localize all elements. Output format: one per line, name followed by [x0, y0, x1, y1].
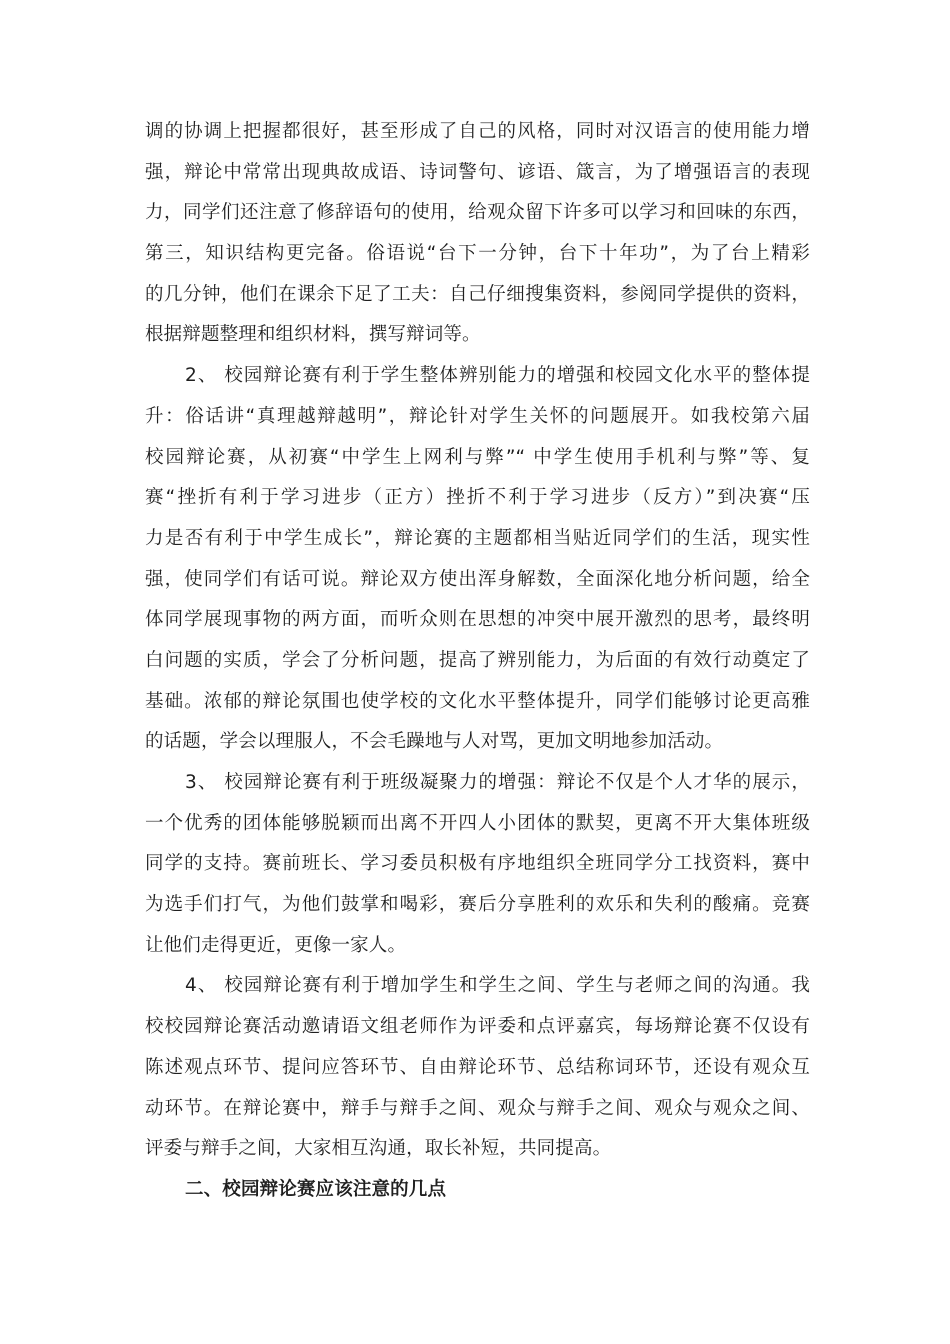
body-line: 白问题的实质，学会了分析问题，提高了辨别能力，为后面的有效行动奠定了: [145, 649, 810, 671]
body-line: 评委与辩手之间，大家相互沟通，取长补短，共同提高。: [145, 1138, 612, 1160]
body-line: 调的协调上把握都很好，甚至形成了自己的风格，同时对汉语言的使用能力增: [145, 121, 810, 142]
body-line: 的几分钟，他们在课余下足了工夫：自己仔细搜集资料，参阅同学提供的资料，: [145, 283, 810, 305]
body-line: 校校园辩论赛活动邀请语文组老师作为评委和点评嘉宾，每场辩论赛不仅设有: [145, 1016, 810, 1038]
body-line: 力，同学们还注意了修辞语句的使用，给观众留下许多可以学习和回味的东西，: [145, 202, 810, 224]
body-line: 强，辩论中常常出现典故成语、诗词警句、谚语、箴言，为了增强语言的表现: [145, 161, 810, 183]
body-line: 陈述观点环节、提问应答环节、自由辩论环节、总结称词环节，还设有观众互: [145, 1056, 810, 1078]
paragraph-3-first-line: 3、 校园辩论赛有利于班级凝聚力的增强：辩论不仅是个人才华的展示，: [185, 772, 810, 793]
section-heading: 二、校园辩论赛应该注意的几点: [185, 1178, 447, 1200]
paragraph-2-first-line: 2、 校园辩论赛有利于学生整体辨别能力的增强和校园文化水平的整体提: [185, 365, 810, 387]
body-line: 的话题，学会以理服人，不会毛躁地与人对骂，更加文明地参加活动。: [145, 731, 724, 753]
body-line: 校园辩论赛，从初赛“中学生上网利与弊”“ 中学生使用手机利与弊”等、复: [145, 446, 810, 468]
body-line: 第三，知识结构更完备。俗语说“台下一分钟，台下十年功”，为了台上精彩: [145, 243, 810, 265]
body-line: 升：俗话讲“真理越辩越明”，辩论针对学生关怀的问题展开。如我校第六届: [145, 405, 810, 427]
body-line: 同学的支持。赛前班长、学习委员积极有序地组织全班同学分工找资料，赛中: [145, 853, 810, 875]
document-body: [145, 112, 810, 1211]
body-line: 基础。浓郁的辩论氛围也使学校的文化水平整体提升，同学们能够讨论更高雅: [145, 690, 810, 712]
body-line: 让他们走得更近，更像一家人。: [145, 934, 407, 956]
body-line: 力是否有利于中学生成长”，辩论赛的主题都相当贴近同学们的生活，现实性: [145, 527, 810, 549]
body-line: 动环节。在辩论赛中，辩手与辩手之间、观众与辩手之间、观众与观众之间、: [145, 1097, 810, 1119]
body-line: 体同学展现事物的两方面，而听众则在思想的冲突中展开激烈的思考，最终明: [145, 609, 810, 631]
body-line: 强，使同学们有话可说。辩论双方使出浑身解数，全面深化地分析问题，给全: [145, 568, 810, 590]
body-line: 一个优秀的团体能够脱颖而出离不开四人小团体的默契，更离不开大集体班级: [145, 812, 810, 834]
body-line: 赛“挫折有利于学习进步（正方）挫折不利于学习进步（反方）”到决赛“压: [145, 487, 810, 509]
paragraph-4-first-line: 4、 校园辩论赛有利于增加学生和学生之间、学生与老师之间的沟通。我: [185, 975, 810, 997]
body-line: 根据辩题整理和组织材料，撰写辩词等。: [145, 324, 481, 346]
body-line: 为选手们打气，为他们鼓掌和喝彩，赛后分享胜利的欢乐和失利的酸痛。竞赛: [145, 894, 810, 916]
